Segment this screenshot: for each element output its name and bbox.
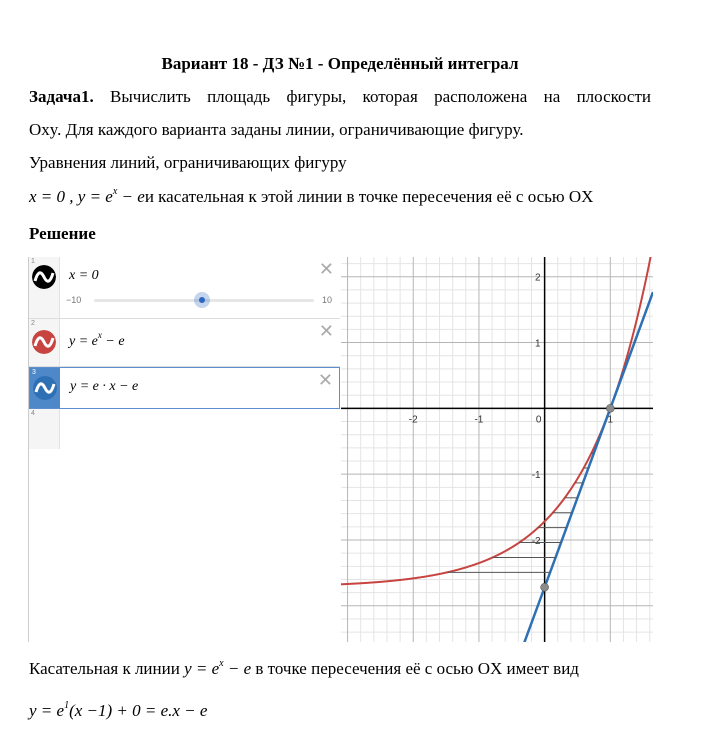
slider-max[interactable]: 10 [322,295,333,305]
minor-grid [341,257,653,642]
expression-gutter [30,368,60,408]
expression-gutter [29,409,60,449]
tangent-equation-sup: 1 [64,700,70,711]
expression-item-2[interactable] [29,319,340,367]
expression-list [29,257,341,642]
expression-text[interactable] [69,330,125,350]
y-tick-label: -1 [531,470,541,482]
task-line-1 [29,87,651,107]
tangent-equation-prefix: y = e [29,701,65,720]
slider-min[interactable]: −10 [66,295,82,305]
expression-number: 1 [31,258,35,265]
after-text-1b: в точке пересечения её с осью OX имеет вид [255,659,579,678]
desmos-calculator [28,257,653,642]
equation-x: x = 0 , [29,187,74,206]
after-equation-1-suffix: − e [227,659,252,678]
equation-y [78,187,145,206]
x-tick-label: 1 [607,414,614,426]
intersection-point [606,404,614,412]
expression-prefix: y = e [69,334,98,349]
equation-y-prefix: y = e [77,187,113,206]
expression-suffix: − e [101,334,125,349]
curves [341,257,653,642]
major-grid [341,257,653,642]
close-icon[interactable]: ✕ [317,370,333,391]
x-tick-label: -1 [474,414,484,426]
expression-text[interactable]: x = 0 [69,268,99,283]
tangent-equation-suffix: (x −1) + 0 = e.x − e [69,701,208,720]
after-equation-1-sup: x [219,658,224,669]
expression-sup: x [97,330,102,340]
close-icon[interactable]: ✕ [318,321,334,342]
equation-y-exp: x [112,186,118,197]
page-title: Вариант 18 - ДЗ №1 - Определённый интеграл [161,54,519,73]
slider-handle[interactable] [194,292,210,308]
expression-gutter [29,319,60,366]
intersection-point [541,583,549,591]
task-text-1: Вычислить площадь фигуры, которая расположена на плоскости [110,87,652,106]
after-equation-1-prefix: y = e [184,659,220,678]
y-tick-label: 2 [535,272,541,284]
expression-text[interactable]: y = e · x − e [70,379,139,394]
expression-item-4[interactable] [29,409,340,642]
graph-toggle-icon[interactable] [32,330,56,354]
graph-canvas[interactable] [341,257,653,642]
after-text-1a: Касательная к линии [29,659,180,678]
x-tick-label: -2 [408,414,418,426]
equation-y-suffix: − e [121,187,145,206]
task-label: Задача1. [29,87,94,106]
graph-toggle-icon[interactable] [32,265,56,289]
axes [341,257,653,642]
solution-heading: Решение [29,224,96,243]
task-line-3: Уравнения линий, ограничивающих фигуру [29,153,347,172]
expression-number: 3 [32,369,36,376]
x-tick-label: 0 [535,414,542,426]
task-line-2: Oxy. Для каждого варианта заданы линии, ограничивающие фигуру. [29,120,524,139]
series-line-2 [341,292,653,642]
y-tick-label: -2 [531,535,541,547]
y-tick-label: 1 [535,338,541,350]
tangent-equation [29,701,207,721]
expression-item-3[interactable] [29,367,340,409]
task-line-4 [29,187,593,207]
close-icon[interactable]: ✕ [318,259,334,280]
task-text-4: и касательная к этой линии в точке пересечения её с осью OX [144,187,594,206]
graph-toggle-icon[interactable] [33,376,57,400]
expression-item-1[interactable] [29,257,340,319]
expression-number: 4 [31,410,35,417]
expression-gutter [29,257,60,318]
after-equation-1 [184,659,251,678]
after-line-1 [29,659,579,679]
expression-number: 2 [31,320,35,327]
